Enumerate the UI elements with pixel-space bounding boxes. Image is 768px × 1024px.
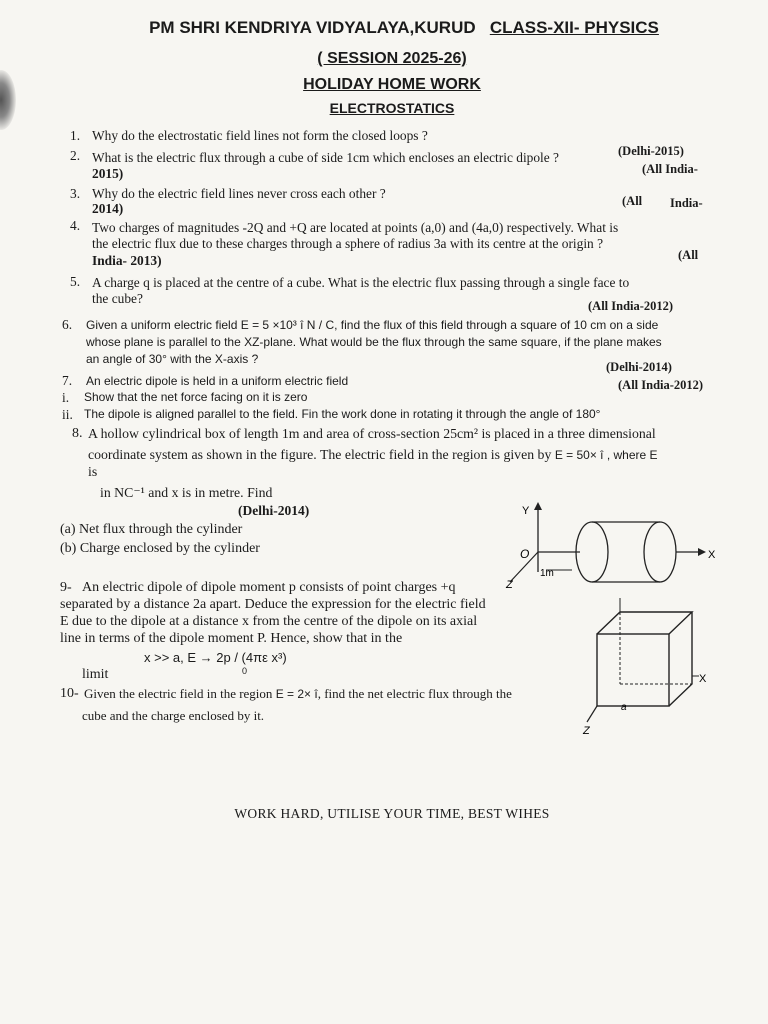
q6-text-1b: , find the flux of this field through a square of 10 cm on a side [334, 318, 659, 332]
q10-text-1a: Given the electric field in the region [84, 686, 273, 701]
q9-number: 9- [60, 580, 72, 595]
q6-field: E = 5 ×10³ î N / C [240, 318, 335, 332]
q10-field: E = 2× î [275, 687, 318, 701]
q7-number: 7. [62, 373, 73, 388]
cylinder-left-face [576, 522, 608, 582]
q8-area: 25cm² [443, 426, 478, 441]
q8-text-1b: is placed in a three dimensional [481, 426, 656, 441]
q3-number: 3. [70, 186, 81, 201]
q1-number: 1. [70, 128, 81, 143]
q3-text-cont: 2014) [92, 201, 124, 216]
cube-top-face [597, 612, 692, 634]
q8-text-2 [88, 447, 658, 463]
q7-sub-ii: The dipole is aligned parallel to the field. Fin the work done in rotating it through the angle of 180° [84, 407, 601, 421]
q8-text-2a: coordinate system as shown in the figure. The electric field in the region is given by [88, 447, 552, 462]
class-subject: CLASS-XII- PHYSICS [489, 18, 659, 37]
q3-text: Why do the electric field lines never cross each other ? [92, 186, 386, 201]
q8-part-b: (b) Charge enclosed by the cylinder [60, 541, 260, 556]
q6-ref: (Delhi-2014) [606, 360, 672, 374]
q6-text-2: whose plane is parallel to the XZ-plane. What would be the flux through the same square, if the plane makes [86, 335, 662, 349]
q2-ref: (All India- [642, 162, 698, 176]
q8-part-a: (a) Net flux through the cylinder [60, 522, 243, 537]
q8-field: E = 50× î , where E [554, 448, 658, 462]
cube-figure [575, 594, 715, 744]
q9-text-2: separated by a distance 2a apart. Deduce the expression for the electric field [60, 597, 486, 612]
q7-sub-i-num: i. [62, 390, 70, 405]
q2-text: What is the electric flux through a cube of side 1cm which encloses an electric dipole ? [92, 150, 560, 165]
q5-text-1: A charge q is placed at the centre of a cube. What is the electric flux passing through a single face to [92, 275, 630, 290]
school-name: PM SHRI KENDRIYA VIDYALAYA,KURUD [149, 18, 476, 37]
q9-formula-sub: 0 [242, 666, 248, 676]
y-axis-arrow [534, 502, 542, 510]
q10-text-1 [84, 686, 512, 702]
q7-text: An electric dipole is held in a uniform electric field [86, 374, 349, 388]
q5-ref: (All India-2012) [588, 299, 674, 313]
q2-text-cont: 2015) [92, 166, 124, 181]
q9-text-4: line in terms of the dipole moment P. Hence, show that in the [60, 631, 403, 646]
cube-x-label: X [699, 673, 707, 685]
session: ( SESSION 2025-26) [317, 50, 467, 67]
q8-ref: (Delhi-2014) [238, 503, 310, 518]
q7-sub-ii-num: ii. [62, 407, 73, 422]
origin-label: O [520, 547, 530, 561]
q9-formula: x >> a, E → 2p / (4πε x³) [144, 650, 287, 665]
header-line-1 [0, 18, 768, 38]
q2-number: 2. [70, 148, 81, 163]
q4-text-3: India- 2013) [92, 253, 162, 268]
q10-number: 10- [60, 686, 79, 701]
x-axis-label: X [708, 549, 716, 561]
q7-sub-i: Show that the net force facing on it is zero [84, 390, 308, 404]
q8-text-3: is [88, 464, 98, 479]
q8-text-4: in NC⁻¹ and x is in metre. Find [100, 485, 273, 500]
q4-text-1: Two charges of magnitudes -2Q and +Q are located at points (a,0) and (4a,0) respectively. What is [92, 220, 619, 235]
q5-text-2: the cube? [92, 291, 143, 306]
q3-ref-a: (All [622, 194, 643, 208]
q10-text-1b: , find the net electric flux through the [317, 686, 512, 701]
q4-text-2: the electric flux due to these charges through a sphere of radius 3a with its centre at the origin ? [92, 236, 604, 251]
q9-text-1: An electric dipole of dipole moment p consists of point charges +q [82, 580, 456, 595]
q6-text-1 [86, 318, 658, 333]
cylinder-right-face [644, 522, 676, 582]
cylinder-figure [500, 502, 740, 592]
q7-ref: (All India-2012) [618, 378, 704, 392]
q10-text-2: cube and the charge enclosed by it. [82, 708, 265, 723]
q4-number: 4. [70, 218, 81, 233]
y-axis-label: Y [522, 505, 530, 517]
cube-z-axis [587, 706, 597, 722]
q3-ref-b: India- [670, 196, 703, 210]
q8-text-1 [88, 426, 656, 441]
q6-text-3: an angle of 30° with the X-axis ? [86, 352, 259, 366]
cube-right-face [669, 612, 692, 706]
z-axis-label: Z [506, 579, 513, 591]
q6-text-1a: Given a uniform electric field [86, 318, 238, 332]
q4-ref: (All [678, 248, 699, 262]
cube-z-label: Z [583, 725, 590, 737]
q1-text: Why do the electrostatic field lines not form the closed loops ? [92, 128, 428, 143]
q1-ref: (Delhi-2015) [618, 144, 684, 158]
cube-side-label: a [621, 702, 627, 713]
cube-front-face [597, 634, 669, 706]
length-label: 1m [540, 568, 554, 579]
q9-text-3: E due to the dipole at a distance x from the centre of the dipole on its axial [60, 614, 478, 629]
q6-number: 6. [62, 317, 73, 332]
q8-text-1a: A hollow cylindrical box of length 1m and area of cross-section [88, 426, 440, 441]
q8-number: 8. [72, 426, 83, 441]
q5-number: 5. [70, 274, 81, 289]
chapter-title: ELECTROSTATICS [329, 100, 455, 116]
footer-message: WORK HARD, UTILISE YOUR TIME, BEST WIHES [234, 806, 550, 821]
page-title: HOLIDAY HOME WORK [303, 76, 481, 93]
x-axis-arrow [698, 548, 706, 556]
q9-text-5: limit [82, 667, 109, 682]
